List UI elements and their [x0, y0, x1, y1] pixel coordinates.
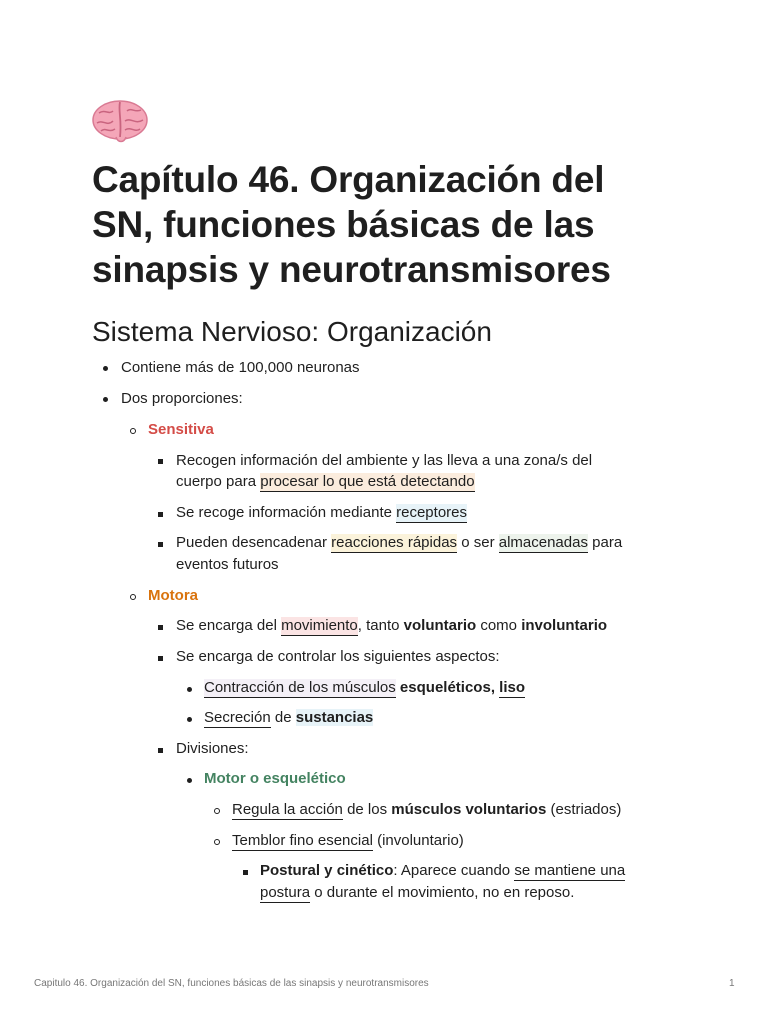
title-line-1: Capítulo 46. Organización del	[92, 159, 605, 200]
list-item	[204, 768, 346, 789]
list-item-text: Se recoge información mediante	[176, 504, 397, 521]
page-title	[92, 157, 712, 292]
list-bullet	[158, 459, 163, 464]
highlight: procesar lo que está detectando	[260, 473, 475, 490]
list-item	[176, 450, 592, 471]
list-item-text: Contiene más de 100,000 neuronas	[121, 359, 360, 376]
list-item	[260, 860, 625, 881]
list-bullet	[130, 428, 136, 434]
list-item	[204, 707, 373, 728]
list-item	[121, 388, 243, 409]
list-bullet	[187, 778, 192, 783]
list-bullet	[103, 366, 108, 371]
list-item-text: o durante el movimiento, no en reposo.	[310, 884, 575, 901]
bold-text: voluntario	[403, 617, 477, 634]
list-bullet	[158, 625, 163, 630]
list-item	[232, 799, 621, 820]
highlight: Secreción	[204, 709, 271, 726]
highlight: Regula la acción	[232, 801, 343, 818]
highlight: reacciones rápidas	[331, 534, 458, 551]
motora-label: Motora	[148, 587, 198, 604]
list-item-text: para	[587, 534, 623, 551]
title-line-3: sinapsis y neurotransmisores	[92, 249, 611, 290]
highlight: se mantiene una	[514, 862, 626, 879]
list-item-continuation	[260, 882, 574, 903]
list-bullet	[187, 687, 192, 692]
list-bullet	[187, 717, 192, 722]
highlight: postura	[260, 884, 311, 901]
highlight: Contracción de los músculos	[204, 679, 396, 696]
list-item-text: Se encarga de controlar los siguientes aspectos:	[176, 648, 500, 665]
list-bullet	[214, 839, 220, 845]
list-item	[176, 502, 467, 523]
list-item-text: : Aparece cuando	[393, 862, 515, 879]
list-bullet	[214, 808, 220, 814]
list-item-text: Dos proporciones:	[121, 390, 243, 407]
highlight: receptores	[396, 504, 467, 521]
list-bullet	[158, 542, 163, 547]
list-item	[121, 357, 360, 378]
page-number: 1	[729, 978, 735, 989]
list-item	[232, 830, 464, 851]
bold-text: músculos voluntarios	[391, 801, 547, 818]
list-item-continuation	[176, 554, 279, 575]
list-item	[176, 738, 249, 759]
list-item-text: o ser	[457, 534, 499, 551]
bold-text: involuntario	[521, 617, 608, 634]
list-bullet	[243, 870, 248, 875]
highlight: Temblor fino esencial	[232, 832, 373, 849]
list-bullet	[158, 512, 163, 517]
bold-text: Postural y cinético	[260, 862, 394, 879]
list-item-text: de los	[342, 801, 392, 818]
list-item-text: Divisiones:	[176, 740, 249, 757]
list-item-text: como	[476, 617, 522, 634]
highlight: movimiento	[281, 617, 358, 634]
sensitiva-label: Sensitiva	[148, 421, 214, 438]
list-item-text: Pueden desencadenar	[176, 534, 332, 551]
highlight: almacenadas	[498, 534, 588, 551]
list-item-text: (estriados)	[546, 801, 622, 818]
list-bullet	[158, 656, 163, 661]
list-item	[148, 419, 214, 440]
section-heading: Sistema Nervioso: Organización	[92, 316, 492, 347]
list-item	[176, 615, 607, 636]
footer-title: Capitulo 46. Organización del SN, funciones básicas de las sinapsis y neurotransmisores	[34, 978, 429, 989]
title-line-2: SN, funciones básicas de las	[92, 204, 595, 245]
list-item	[176, 532, 622, 553]
list-item-text: (involuntario)	[372, 832, 464, 849]
list-item-text: Recogen información del ambiente y las lleva a una zona/s del	[176, 452, 593, 469]
list-item-text: , tanto	[357, 617, 404, 634]
bold-text: ,	[490, 679, 500, 696]
motor-esqueletico-label: Motor o esquelético	[204, 770, 346, 787]
list-item	[204, 677, 525, 698]
list-item-continuation	[176, 471, 475, 492]
list-item	[148, 585, 198, 606]
list-bullet	[158, 748, 163, 753]
list-item-text: Se encarga del	[176, 617, 282, 634]
highlight: liso	[499, 679, 525, 696]
list-item-text: eventos futuros	[176, 556, 279, 573]
list-item	[176, 646, 500, 667]
list-item-text: de	[270, 709, 296, 726]
list-bullet	[130, 594, 136, 600]
brain-icon	[91, 99, 149, 145]
list-item-text: cuerpo para	[176, 473, 261, 490]
bold-text: sustancias	[295, 709, 374, 726]
list-bullet	[103, 397, 108, 402]
bold-text: esqueléticos	[395, 679, 491, 696]
